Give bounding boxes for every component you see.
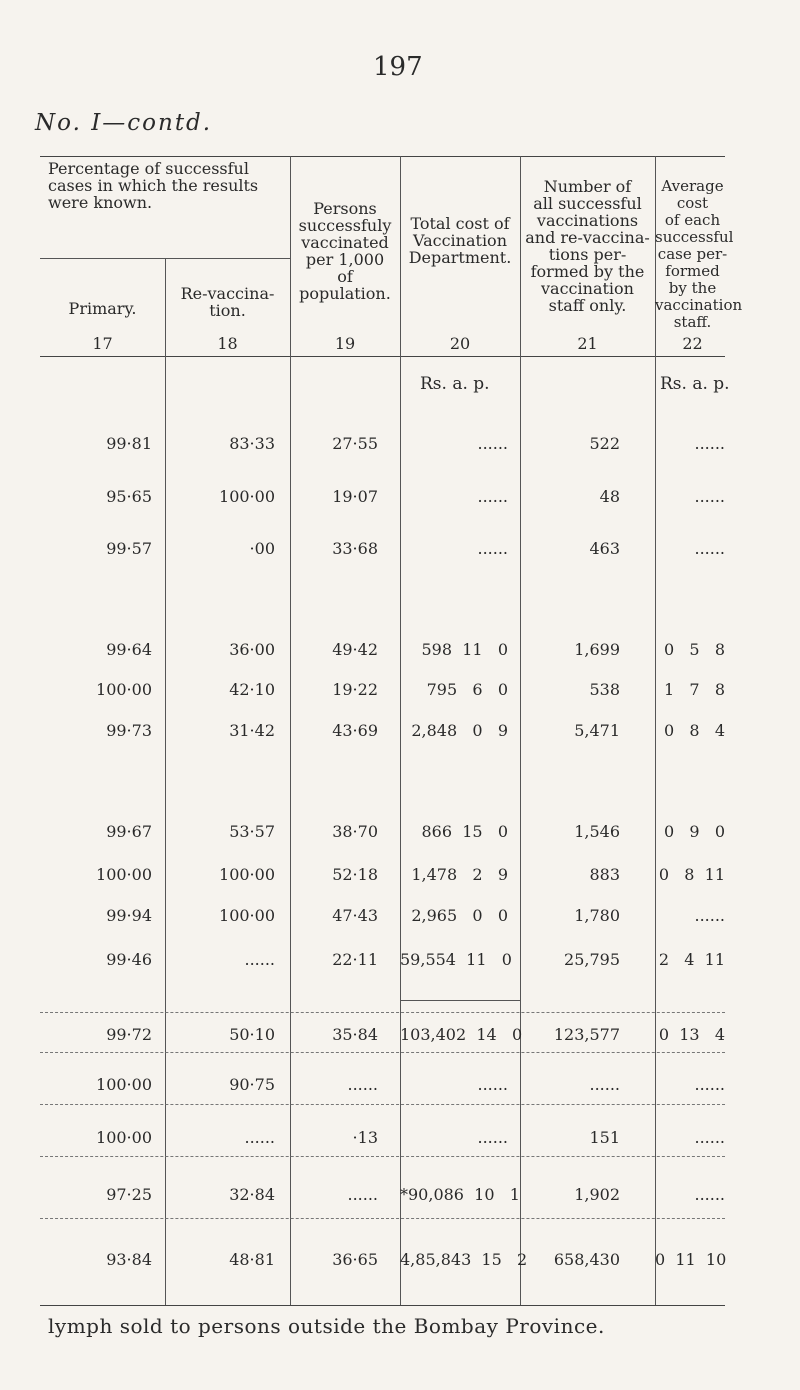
row-separator bbox=[40, 1052, 725, 1053]
table-cell-c18: 90·75 bbox=[229, 1075, 275, 1094]
header-primary: Primary. bbox=[68, 299, 137, 318]
table-cell-c18: 100·00 bbox=[219, 906, 275, 925]
table-cell-c18: 32·84 bbox=[229, 1185, 275, 1204]
table-cell-c17: 99·57 bbox=[106, 539, 152, 558]
table-cell-c20: 598 11 0 bbox=[421, 640, 508, 659]
table-cell-c19: 43·69 bbox=[332, 721, 378, 740]
table-cell-c22: ...... bbox=[694, 434, 725, 453]
table-cell-c18: ...... bbox=[244, 950, 275, 969]
table-cell-c20: ...... bbox=[477, 539, 508, 558]
header-percentage-group: Percentage of successful cases in which the results were known. bbox=[48, 159, 259, 212]
table-cell-c21: 522 bbox=[589, 434, 620, 453]
table-cell-c18: 83·33 bbox=[229, 434, 275, 453]
table-cell-c21: 1,780 bbox=[574, 906, 620, 925]
table-cell-c18: 48·81 bbox=[229, 1250, 275, 1269]
table-cell-c18: 31·42 bbox=[229, 721, 275, 740]
table-cell-c17: 95·65 bbox=[106, 487, 152, 506]
table-cell-c19: 33·68 bbox=[332, 539, 378, 558]
colnum-19: 19 bbox=[334, 334, 356, 353]
heading: No. I—contd. bbox=[35, 110, 213, 136]
table-cell-c20: ...... bbox=[477, 434, 508, 453]
table-cell-c19: 47·43 bbox=[332, 906, 378, 925]
table-cell-c21: 48 bbox=[599, 487, 620, 506]
table-cell-c18: 53·57 bbox=[229, 822, 275, 841]
table-cell-c21: ...... bbox=[589, 1075, 620, 1094]
table-cell-c21: 25,795 bbox=[564, 950, 620, 969]
header-bottom-rule bbox=[40, 356, 725, 357]
table-cell-c19: 19·07 bbox=[332, 487, 378, 506]
table-cell-c22: 0 11 10 bbox=[655, 1250, 727, 1269]
table-cell-c17: 97·25 bbox=[106, 1185, 152, 1204]
table-cell-c17: 99·73 bbox=[106, 721, 152, 740]
table-cell-c22: 0 8 4 bbox=[663, 721, 725, 740]
table-cell-c22: 0 5 8 bbox=[663, 640, 725, 659]
table-cell-c19: 52·18 bbox=[332, 865, 378, 884]
table-cell-c17: 99·81 bbox=[106, 434, 152, 453]
table-cell-c19: 35·84 bbox=[332, 1025, 378, 1044]
header-revaccination: Re-vaccina- tion. bbox=[180, 284, 275, 320]
header-number-of: Number of all successful vaccinations and re-vaccina- tions per- formed by the vaccination staff only. bbox=[525, 177, 650, 315]
table-cell-c17: 99·94 bbox=[106, 906, 152, 925]
table-cell-c20: 795 6 0 bbox=[426, 680, 508, 699]
table-cell-c22: ...... bbox=[694, 1075, 725, 1094]
header-average-cost: Average cost of each successful case per- formed by the vaccination staff. bbox=[655, 177, 743, 331]
footnote: lymph sold to persons outside the Bombay Province. bbox=[48, 1314, 605, 1338]
table-cell-c18: 50·10 bbox=[229, 1025, 275, 1044]
table-cell-c20: 866 15 0 bbox=[421, 822, 508, 841]
colnum-18: 18 bbox=[217, 334, 238, 353]
row-separator bbox=[40, 1156, 725, 1157]
colnum-20: 20 bbox=[449, 334, 471, 353]
table-cell-c17: 100·00 bbox=[96, 865, 152, 884]
table-cell-c17: 100·00 bbox=[96, 680, 152, 699]
table-cell-c21: 1,699 bbox=[574, 640, 620, 659]
table-cell-c19: ...... bbox=[347, 1075, 378, 1094]
table-cell-c21: 1,902 bbox=[574, 1185, 620, 1204]
table-cell-c20: 2,965 0 0 bbox=[411, 906, 508, 925]
table-cell-c22: ...... bbox=[694, 1185, 725, 1204]
table-cell-c20: 103,402 14 0 bbox=[400, 1025, 523, 1044]
table-cell-c20: 2,848 0 9 bbox=[411, 721, 508, 740]
table-cell-c22: ...... bbox=[694, 539, 725, 558]
table-cell-c20: ...... bbox=[477, 1128, 508, 1147]
table-cell-c17: 93·84 bbox=[106, 1250, 152, 1269]
table-cell-c21: 151 bbox=[589, 1128, 620, 1147]
table-cell-c22: 2 4 11 bbox=[658, 950, 725, 969]
table-cell-c18: ·00 bbox=[249, 539, 275, 558]
table-cell-c17: 100·00 bbox=[96, 1128, 152, 1147]
table-cell-c18: ...... bbox=[244, 1128, 275, 1147]
table-cell-c18: 100·00 bbox=[219, 487, 275, 506]
table-cell-c21: 538 bbox=[589, 680, 620, 699]
header-total-cost: Total cost of Vaccination Department. bbox=[408, 214, 512, 267]
table-cell-c22: ...... bbox=[694, 1128, 725, 1147]
table-cell-c22: ...... bbox=[694, 906, 725, 925]
table-cell-c17: 99·67 bbox=[106, 822, 152, 841]
table-cell-c17: 99·64 bbox=[106, 640, 152, 659]
table-cell-c19: 22·11 bbox=[332, 950, 378, 969]
table-cell-c18: 36·00 bbox=[229, 640, 275, 659]
table-cell-c21: 5,471 bbox=[574, 721, 620, 740]
table-cell-c21: 123,577 bbox=[553, 1025, 620, 1044]
colnum-22: 22 bbox=[682, 334, 703, 353]
colnum-21: 21 bbox=[577, 334, 598, 353]
table-cell-c21: 658,430 bbox=[553, 1250, 620, 1269]
table-cell-c20: ...... bbox=[477, 487, 508, 506]
table-cell-c22: 0 9 0 bbox=[663, 822, 725, 841]
row-separator bbox=[40, 1104, 725, 1105]
table-cell-c20: 1,478 2 9 bbox=[411, 865, 508, 884]
table-cell-c18: 42·10 bbox=[229, 680, 275, 699]
table-cell-c22: 1 7 8 bbox=[663, 680, 725, 699]
header-persons-vaccinated: Persons successfuly vaccinated per 1,000 of population. bbox=[298, 199, 392, 303]
table-cell-c20: 4,85,843 15 2 bbox=[400, 1250, 528, 1269]
table-cell-c17: 99·46 bbox=[106, 950, 152, 969]
page-number: 197 bbox=[373, 52, 423, 82]
table-cell-c21: 1,546 bbox=[574, 822, 620, 841]
table-cell-c18: 100·00 bbox=[219, 865, 275, 884]
table-cell-c19: ...... bbox=[347, 1185, 378, 1204]
table-cell-c19: 19·22 bbox=[332, 680, 378, 699]
table-cell-c19: 38·70 bbox=[332, 822, 378, 841]
table-cell-c19: 49·42 bbox=[332, 640, 378, 659]
table-cell-c19: 36·65 bbox=[332, 1250, 378, 1269]
sum-underline bbox=[400, 1000, 520, 1001]
currency-label-col20: Rs. a. p. bbox=[420, 374, 490, 394]
table-cell-c22: 0 13 4 bbox=[658, 1025, 725, 1044]
table-top-rule bbox=[40, 156, 725, 157]
row-separator bbox=[40, 1012, 725, 1013]
vline-1 bbox=[165, 258, 166, 1305]
table-cell-c22: 0 8 11 bbox=[658, 865, 725, 884]
table-cell-c20: 59,554 11 0 bbox=[400, 950, 512, 969]
colnum-17: 17 bbox=[92, 334, 113, 353]
table-cell-c19: ·13 bbox=[352, 1128, 378, 1147]
currency-label-col22: Rs. a. p. bbox=[660, 374, 730, 394]
table-bottom-rule bbox=[40, 1305, 725, 1306]
table-cell-c19: 27·55 bbox=[332, 434, 378, 453]
table-cell-c20: *90,086 10 1 bbox=[400, 1185, 520, 1204]
table-cell-c17: 100·00 bbox=[96, 1075, 152, 1094]
row-separator bbox=[40, 1218, 725, 1219]
table-cell-c21: 883 bbox=[589, 865, 620, 884]
table-cell-c22: ...... bbox=[694, 487, 725, 506]
table-cell-c21: 463 bbox=[589, 539, 620, 558]
table-cell-c17: 99·72 bbox=[106, 1025, 152, 1044]
table-cell-c20: ...... bbox=[477, 1075, 508, 1094]
